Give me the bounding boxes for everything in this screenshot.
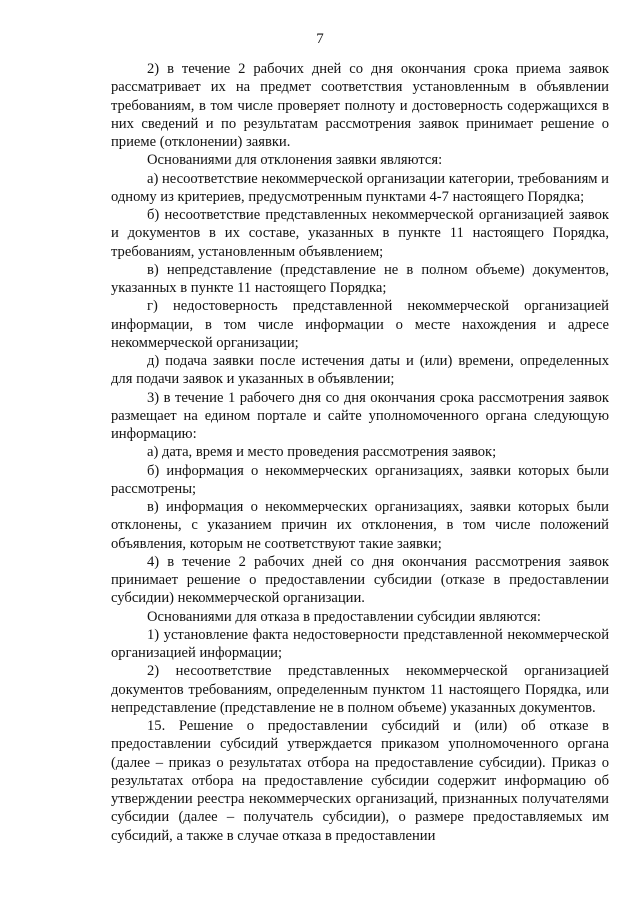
paragraph-subsidy-decision: 4) в течение 2 рабочих дней со дня окончания рассмотрения заявок принимает решение о предоставлении субсидии (отказе в предоставлении субсидии) некоммерческой организации.	[111, 553, 609, 607]
paragraph-rejection-a: а) несоответствие некоммерческой организации категории, требованиям и одному из критериев, предусмотренным пунктами 4-7 настоящего Порядка;	[111, 170, 609, 205]
page-number: 7	[316, 31, 324, 47]
paragraph-rejection-e: д) подача заявки после истечения даты и (или) времени, определенных для подачи заявок и указанных в объявлении;	[111, 353, 609, 388]
paragraph-info-b: б) информация о некоммерческих организациях, заявки которых были рассмотрены;	[111, 462, 609, 497]
paragraph-info-c: в) информация о некоммерческих организациях, заявки которых были отклонены, с указанием причин их отклонения, в том числе положений объявления, которым не соответствуют такие заявки;	[111, 499, 609, 552]
paragraph-publish-information: 3) в течение 1 рабочего дня со дня окончания срока рассмотрения заявок размещает на едином портале и сайте уполномоченного органа следующую информацию:	[111, 389, 609, 442]
paragraph-review-applications: 2) в течение 2 рабочих дней со дня окончания срока приема заявок рассматривает их на предмет соответствия установленным в объявлении требованиям, в том числе проверяет полноту и достоверность содержащихся в них сведений и по результатам рассмотрения заявок принимает решение о приеме (отклонении) заявки.	[111, 61, 609, 150]
paragraph-section-15: 15. Решение о предоставлении субсидий и (или) об отказе в предоставлении субсидий утверждается приказом уполномоченного органа (далее – приказ о результатах отбора на предоставление субсидии). Приказ о результатах отбора на предоставление субсидии содержит информацию об утверждении реестра некоммерческих организаций, признанных получателями субсидии (далее – получатель субсидии), о размере предоставляемых им субсидий, а также в случае отказа в предоставлении	[111, 718, 609, 844]
document-body	[111, 60, 609, 845]
paragraph-rejection-d: г) недостоверность представленной некоммерческой организацией информации, в том числе информации о месте нахождения и адресе некоммерческой организации;	[111, 298, 609, 351]
paragraph-refusal-2: 2) несоответствие представленных некоммерческой организацией документов требованиям, определенным пунктом 11 настоящего Порядка, или непредставление (представление не в полном объеме) указанных документов.	[111, 663, 609, 716]
paragraph-rejection-b: б) несоответствие представленных некоммерческой организацией заявок и документов в их составе, указанных в пункте 11 настоящего Порядка, требованиям, установленным объявлением;	[111, 207, 609, 260]
paragraph-rejection-c: в) непредставление (представление не в полном объеме) документов, указанных в пункте 11 настоящего Порядка;	[111, 261, 609, 296]
paragraph-refusal-1: 1) установление факта недостоверности представленной некоммерческой организацией информации;	[111, 626, 609, 661]
paragraph-rejection-grounds-heading: Основаниями для отклонения заявки являются:	[147, 152, 443, 169]
paragraph-refusal-grounds-heading: Основаниями для отказа в предоставлении субсидии являются:	[147, 608, 541, 625]
paragraph-info-a: а) дата, время и место проведения рассмотрения заявок;	[147, 444, 497, 461]
